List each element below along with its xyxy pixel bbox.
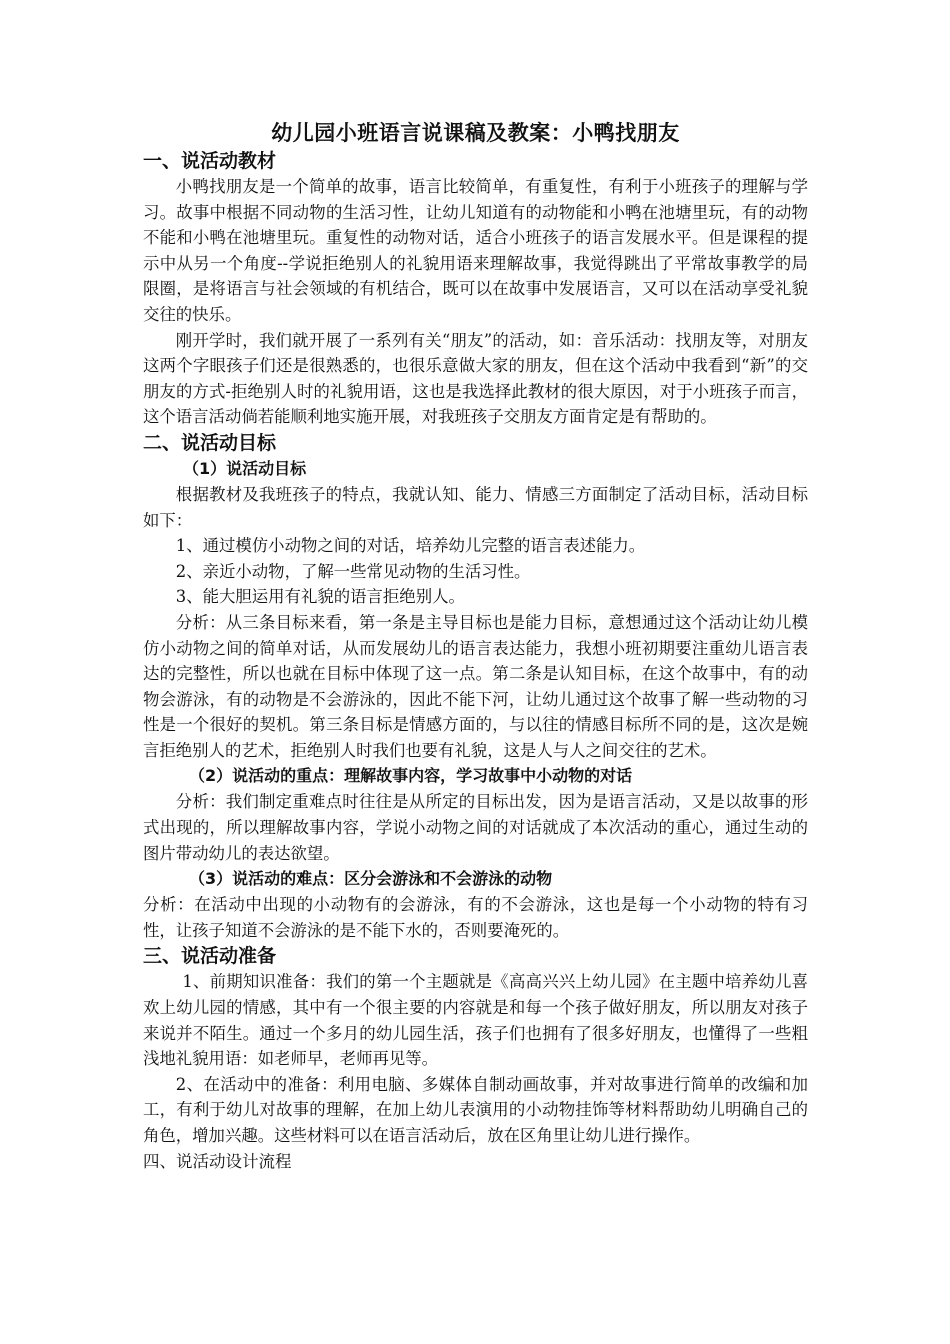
subsection-heading-key-point: （2）说活动的重点：理解故事内容，学习故事中小动物的对话 (189, 766, 633, 786)
section-heading-goals: 二、说活动目标 (143, 431, 277, 454)
paragraph: 分析：我们制定重难点时往往是从所定的目标出发，因为是语言活动，又是以故事的形式出现的，所以理解故事内容，学说小动物之间的对话就成了本次活动的重心，通过生动的图片带动幼儿的表达欲望。 (143, 792, 808, 863)
paragraph: 分析：在活动中出现的小动物有的会游泳，有的不会游泳，这也是每一个小动物的特有习性，让孩子知道不会游泳的是不能下水的，否则要淹死的。 (143, 895, 808, 940)
document-title: 幼儿园小班语言说课稿及教案：小鸭找朋友 (271, 121, 680, 145)
paragraph: 1、前期知识准备：我们的第一个主题就是《高高兴兴上幼儿园》在主题中培养幼儿喜欢上幼儿园的情感，其中有一个很主要的内容就是和每一个孩子做好朋友，所以朋友对孩子来说并不陌生。通过一个多月的幼儿园生活，孩子们也拥有了很多好朋友，也懂得了一些粗浅地礼貌用语：如老师早，老师再见等。 (143, 972, 808, 1069)
paragraph: 刚开学时，我们就开展了一系列有关“朋友”的活动，如：音乐活动：找朋友等，对朋友这两个字眼孩子们还是很熟悉的，也很乐意做大家的朋友，但在这个活动中我看到“新”的交朋友的方式-拒绝别人时的礼貌用语，这也是我选择此教材的很大原因，对于小班孩子而言，这个语言活动倘若能顺利地实施开展，对我班孩子交朋友方面肯定是有帮助的。 (143, 330, 808, 427)
section-heading-preparation: 三、说活动准备 (143, 945, 277, 968)
goal-item: 2、亲近小动物，了解一些常见动物的生活习性。 (175, 561, 531, 581)
paragraph: 小鸭找朋友是一个简单的故事，语言比较简单，有重复性，有利于小班孩子的理解与学习。故事中根据不同动物的生活习性，让幼儿知道有的动物能和小鸭在池塘里玩，有的动物不能和小鸭在池塘里玩。重复性的动物对话，适合小班孩子的语言发展水平。但是课程的提示中从另一个角度--学说拒绝别人的礼貌用语来理解故事，我觉得跳出了平常故事教学的局限圈，是将语言与社会领域的有机结合，既可以在故事中发展语言，又可以在活动享受礼貌交往的快乐。 (143, 177, 808, 324)
paragraph: 根据教材及我班孩子的特点，我就认知、能力、情感三方面制定了活动目标，活动目标如下： (143, 484, 808, 530)
goal-item: 1、通过模仿小动物之间的对话，培养幼儿完整的语言表述能力。 (175, 536, 646, 556)
subsection-heading-goals: （1）说活动目标 (183, 458, 307, 478)
subsection-heading-difficulty: （3）说活动的难点：区分会游泳和不会游泳的动物 (189, 869, 553, 889)
section-heading-materials: 一、说活动教材 (143, 150, 277, 172)
goal-item: 3、能大胆运用有礼貌的语言拒绝别人。 (175, 587, 465, 607)
section-heading-design-flow: 四、说活动设计流程 (143, 1151, 292, 1171)
paragraph: 2、在活动中的准备：利用电脑、多媒体自制动画故事，并对故事进行简单的改编和加工，有利于幼儿对故事的理解，在加上幼儿表演用的小动物挂饰等材料帮助幼儿明确自己的角色，增加兴趣。这些材料可以在语言活动后，放在区角里让幼儿进行操作。 (143, 1074, 808, 1145)
paragraph: 分析：从三条目标来看，第一条是主导目标也是能力目标，意想通过这个活动让幼儿模仿小动物之间的简单对话，从而发展幼儿的语言表达能力，我想小班初期要注重幼儿语言表达的完整性，所以也就在目标中体现了这一点。第二条是认知目标，在这个故事中，有的动物会游泳，有的动物是不会游泳的，因此不能下河，让幼儿通过这个故事了解一些动物的习性是一个很好的契机。第三条目标是情感方面的，与以往的情感目标所不同的是，这次是婉言拒绝别人的艺术，拒绝别人时我们也要有礼貌，这是人与人之间交往的艺术。 (143, 612, 808, 760)
